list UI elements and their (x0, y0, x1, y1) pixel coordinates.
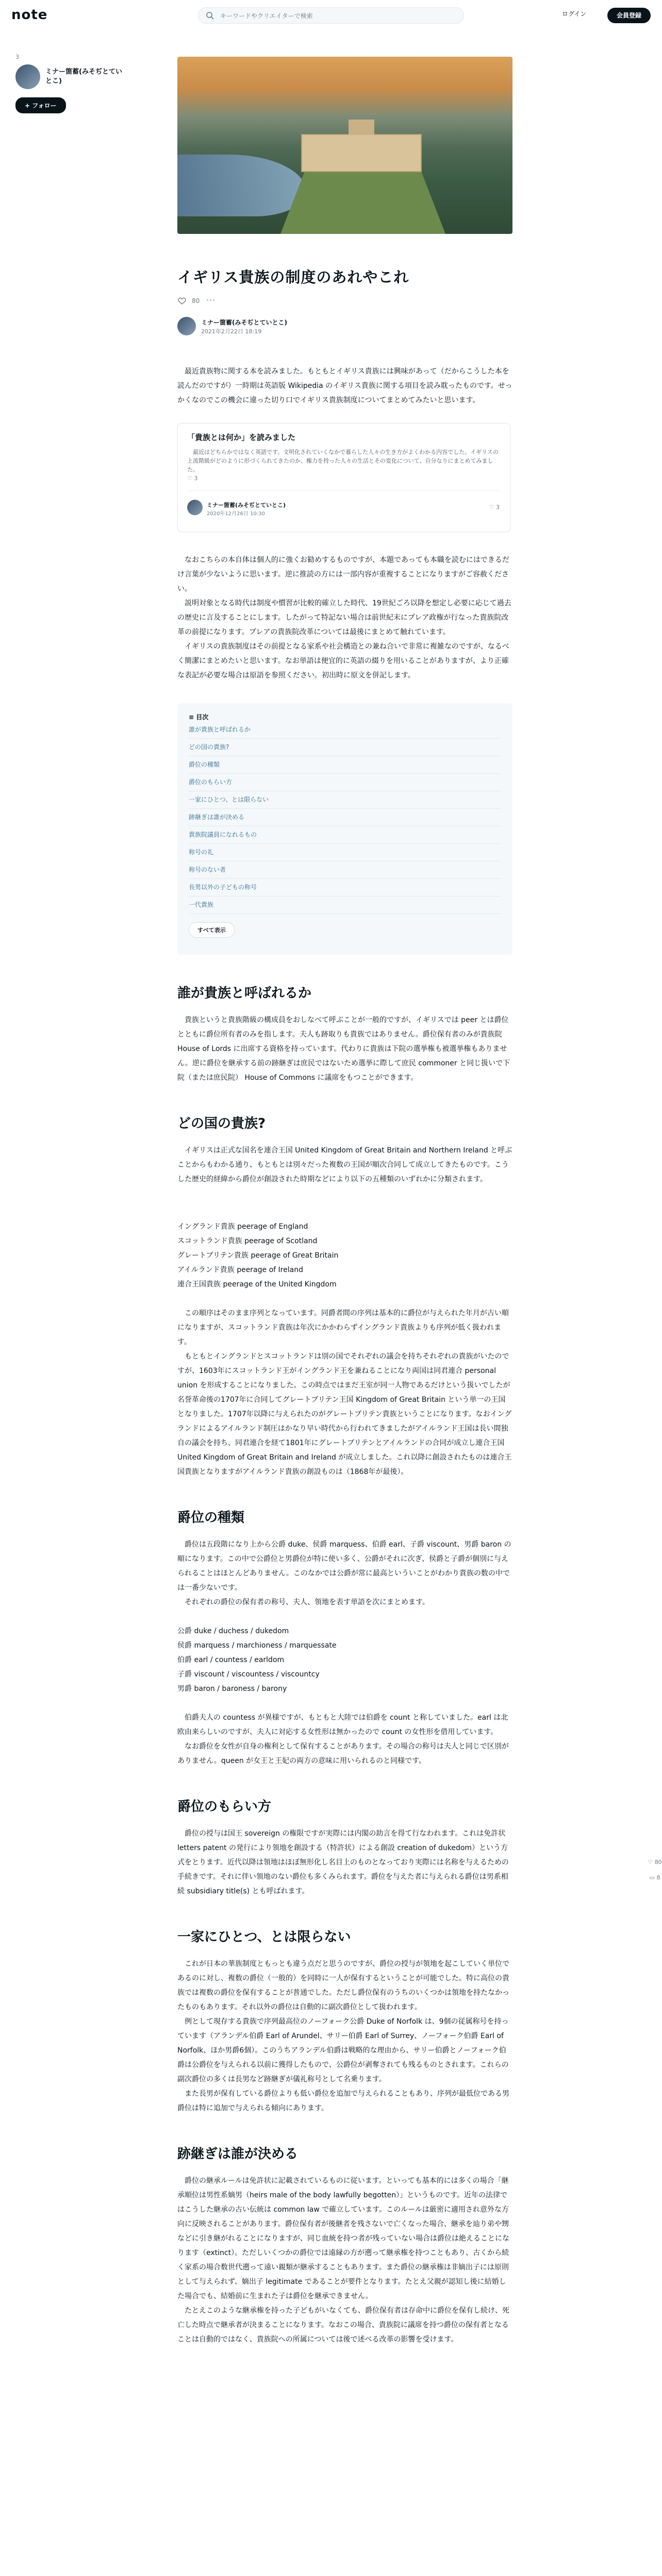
search-icon (206, 11, 214, 20)
signup-button[interactable]: 会員登録 (607, 8, 651, 23)
avatar[interactable] (177, 317, 196, 335)
list-item: グレートブリテン貴族 peerage of Great Britain (177, 1251, 339, 1260)
list-item: 侯爵 marquess / marchioness / marquessate (177, 1641, 337, 1650)
avatar (187, 500, 203, 515)
toc-heading-label: 目次 (196, 714, 209, 721)
toc-item[interactable]: 一家にひとつ、とは限らない (189, 791, 501, 809)
list-item: 公爵 duke / duchess / dukedom (177, 1627, 289, 1635)
article (177, 57, 512, 2347)
toc-item[interactable]: どの国の貴族? (189, 739, 501, 756)
search-input[interactable] (219, 10, 458, 22)
hero-palace (301, 134, 422, 172)
heart-icon: ♡ (648, 1859, 653, 1866)
author-sidebar (15, 54, 129, 113)
embed-card[interactable] (177, 423, 510, 532)
embed-card-title: 「貴族とは何か」を読みました (187, 433, 296, 442)
hero-image (177, 57, 512, 234)
toc-item[interactable]: 称号のない者 (189, 861, 501, 879)
peerage-list (177, 1219, 512, 1292)
list-item: 連合王国貴族 peerage of the United Kingdom (177, 1280, 337, 1289)
follow-plus-icon: + (25, 102, 32, 109)
float-like-button[interactable] (648, 1855, 662, 1870)
embed-card-reactions: ♡ 3 (489, 504, 500, 511)
author-name[interactable]: ミナー箇蓄(みそぢとていとこ) (201, 319, 287, 326)
search-box[interactable] (198, 7, 464, 24)
embed-card-reaction-count: 3 (496, 504, 500, 511)
embed-card-date: 2020年12月26日 10:30 (207, 511, 265, 517)
section-heading: どの国の貴族? (177, 1116, 266, 1131)
section-paragraph: 爵位の授与は国王 sovereign の権限ですが実際には内閣の助言を得て行なわれます。これは免許状 letters patent の発行により領地を創設する（特許状）による創設 creation of dukedom）という方式をとります。近代以降は領地はほぼ無形化し名目上のものとなっており実際には名称を与えるための手続きです。それに伴い領地のない爵位も多くみられます。爵位を与えた者に与えられる爵位は男系相続 subsidiary title(s) とも呼ばれます。 (177, 1829, 509, 1895)
floating-actions (648, 1855, 662, 1886)
section-paragraph: 爵位の継承ルールは免許状に記載されているものに従います。といっても基本的には多くの場合「継承順位は男性系嫡男（heirs male of the body lawfully begotten）」というものです。近年の法律ではこうした継承の古い伝統は common law で確立しています。このルールは厳密に適用され意外な方向に反映されることがあります。爵位保有者が後継者を残さないで亡くなった場合、継承を辿り弟や甥などに引き継がれることになりますが、同じ血統を持つ者が残っていない場合は爵位は絶えることになります（extinct）。ただしいくつかの爵位では遠縁の方が遡って継承権を持つこともあり、古くから続く家系の場合数世代遡って遠い親類が継承することもあります。また爵位の継承権は非嫡出子には原則として与えられず、嫡出子 legitimate であることが要件となります。たとえ父親が認知し後に結婚した場合でも、結婚前に生まれた子は爵位を継承できません。 たとえこのような継承権を持った子どもがいなくても、爵位保有者は存命中に爵位を保有し続け、死亡した時点で継承者が決まることになります。なおこの場合、貴族院に議席を持つ爵位の保有者となることは自動的ではなく、貴族院への所属については後で述べる改革の影響を受けます。 (177, 2177, 509, 2344)
embed-card-author: ミナー箇蓄(みそぢとていとこ) (207, 502, 286, 509)
toc-item[interactable]: 跡継ぎは誰が決める (189, 809, 501, 826)
toc-item[interactable]: 貴族院議員になれるもの (189, 826, 501, 844)
sidebar-author-name[interactable]: ミナー箇蓄(みそぢとていとこ) (45, 68, 122, 85)
sidebar-author[interactable] (15, 64, 129, 91)
list-item: 男爵 baron / baroness / barony (177, 1685, 287, 1693)
toc-heading (189, 713, 501, 721)
section-paragraph: これが日本の華族制度ともっとも違う点だと思うのですが、爵位の授与が領地を起こしていく単位であるのに対し、複数の爵位（一般的）を同時に一人が保有するということが可能でした。特に高位の貴族では複数の爵位を保有することが普通でした。ただし爵位保有のうちのいくつかは領地を持たなかったものもあります。それ以外の爵位は自動的に副次爵位として扱われます。 例として現存する貴族で序列最高位のノーフォーク公爵 Duke of Norfolk は、9個の従属称号を持っています（アランデル伯爵 Earl of Arundel、サリー伯爵 Earl of Surrey、ノーフォーク伯爵 Earl of Norfolk、ほか男爵6個）。このうちアランデル伯爵は戦略的な理由から、サリー伯爵とノーフォーク伯爵は公爵位を与えられる以前に獲得したもので、公爵位が剥奪されても残るものとされます。これらの副次爵位の多くは長男など跡継ぎが儀礼称号として名乗ります。 また長男が保有している爵位よりも低い爵位を追加で与えられることもあり、序列が最低位である男爵位は特に追加で与えられる傾向にあります。 (177, 1960, 509, 2112)
hero-lawn (280, 170, 445, 234)
section-heading: 跡継ぎは誰が決める (177, 2146, 299, 2162)
list-item: 子爵 viscount / viscountess / viscountcy (177, 1670, 320, 1679)
section-heading: 爵位のもらい方 (177, 1799, 272, 1815)
follow-label: フォロー (32, 102, 57, 109)
list-item: アイルランド貴族 peerage of Ireland (177, 1266, 303, 1274)
float-comment-button[interactable] (648, 1870, 662, 1886)
section-paragraph: イギリスは正式な国名を連合王国 United Kingdom of Great Britain and Northern Ireland と呼ぶことからもわかる通り、もともとは別々だった複数の王国が順次合同して成立してきたものです。こうした歴史的経緯から爵位が創設された時期などにより以下の五種類のいずれかに分類されます。 (177, 1146, 512, 1183)
article-title: イギリス貴族の制度のあれやこれ (177, 268, 409, 286)
embed-card-like-count: 3 (194, 475, 198, 482)
like-bar (177, 296, 512, 307)
toc-item[interactable]: 誰が貴族と呼ばれるか (189, 721, 501, 739)
toc-item[interactable]: 称号の礼 (189, 844, 501, 861)
toc-item[interactable]: 長男以外の子どもの称号 (189, 879, 501, 896)
body-paragraph: なおこちらの本自体は個人的に強くお勧めするものですが、本題であっても本職を読むにはできるだけ言葉が少ないように思います。逆に推読の方には一部内容が重複することになりますがご容赦ください。 説明対象となる時代は制度や慣習が比較的確立した時代、19世紀ごろ以降を想定し必要に応じて過去の歴史に言及することにします。したがって特記ない場合は前世紀末にプレア政権が行なった貴族院改革の前提になります。プレアの貴族院改革については最後にまとめて触れています。 イギリスの貴族制度はその前提となる家系や社会構造との兼ね合いで非常に複雑なのですが、なるべく簡潔にまとめたいと思います。なお単語は便宜的に英語の綴りを用いることがありますが、より正確な表記が必要な場合は原語を参照ください。初出時に原文を併記します。 (177, 556, 511, 680)
section-paragraph: 貴族というと貴族階級の構成員をおしなべて呼ぶことが一般的ですが、イギリスでは peer とは爵位とともに爵位所有者のみを指します。夫人も跡取りも貴族ではありません。爵位保有者のみが貴族院 House of Lords に出席する資格を持っています。代わりに貴族は下院の選挙権も被選挙権もありません。逆に爵位を継承する前の跡継ぎは庶民ではないため選挙に際して庶民 commoner と同じ扱いで下院（または庶民院） House of Commons に議席をもつことができます。 (177, 1016, 510, 1082)
toc-item[interactable]: 爵位の種類 (189, 756, 501, 774)
like-count[interactable]: 80 (192, 297, 200, 304)
float-like-count: 80 (654, 1859, 662, 1866)
follow-button[interactable] (15, 97, 66, 113)
list-item: スコットランド貴族 peerage of Scotland (177, 1237, 318, 1245)
toc-item[interactable]: 爵位のもらい方 (189, 774, 501, 791)
hero-lake (177, 155, 306, 216)
table-of-contents (177, 703, 512, 955)
toc-icon: ≡ (189, 714, 196, 721)
rank-list (177, 1624, 512, 1696)
float-comment-count: 8 (656, 1874, 660, 1881)
embed-card-excerpt: 最近はどちらかではなく英語です。文明化されていくなかで暮らした人々の生き方がよくわかる内容でした。イギリスの上流階級がどのように形づくられてきたのか、権力を持った人々の生活とその変化について、自分なりにまとめてみました。 (187, 449, 499, 473)
section-heading: 一家にひとつ、とは限らない (177, 1929, 351, 1945)
intro-paragraph: 最近貴族物に関する本を読みました。もともとイギリス貴族には興味があって（だからこうした本を読んだのですが）一時期は英語版 Wikipedia のイギリス貴族に関する項目を読み耽ったものです。せっかくなのでこの機会に違った切り口でイギリス貴族制度についてまとめてみたいと思います。 (177, 367, 512, 404)
section-paragraph: 伯爵夫人の countess が異様ですが、もともと大陸では伯爵を count と称していました。earl は北欧由来らしいのですが、夫人に対応する女性形は無かったので count の女性形を借用しています。 なお爵位を女性が自身の権利として保有することがあります。その場合の称号は夫人と同じで区別がありません。queen が女王と王妃の両方の意味に用いられるのと同様です。 (177, 1714, 509, 1765)
sidebar-label: 3 (15, 54, 19, 60)
article-author[interactable] (177, 317, 512, 337)
list-item: 伯爵 earl / countess / earldom (177, 1656, 285, 1664)
list-item: イングランド貴族 peerage of England (177, 1223, 308, 1231)
login-link[interactable]: ログイン (562, 10, 587, 18)
toc-item[interactable]: 一代貴族 (189, 896, 501, 914)
toc-show-all-button[interactable]: すべて表示 (189, 922, 235, 938)
heart-icon[interactable] (177, 296, 187, 306)
section-heading: 誰が貴族と呼ばれるか (177, 986, 312, 1001)
section-paragraph: 爵位は五段階になり上から公爵 duke、侯爵 marquess、伯爵 earl、子爵 viscount、男爵 baron の順になります。この中で公爵位と男爵位が特に使い多く、公爵がそれに次ぎ、侯爵と子爵が個別に与えられることはほとんどありません。このなかでは公爵が常に最高といういことがわかり貴族の数の中では一番少ないです。 それぞれの爵位の保有者の称号、夫人、領地を表す単語を次にまとめます。 (177, 1540, 511, 1606)
avatar[interactable] (15, 64, 40, 89)
publish-date: 2021年2月22日 18:19 (201, 328, 262, 335)
note-logo[interactable]: note (11, 7, 48, 23)
site-header (0, 0, 662, 31)
embed-card-likes: ♡ 3 (187, 475, 198, 482)
section-heading: 爵位の種類 (177, 1510, 245, 1526)
section-paragraph: この順序はそのまま序列となっています。同爵者間の序列は基本的に爵位が与えられた年月が古い順になりますが、スコットランド貴族は年次にかかわらずイングランド貴族よりも序列が低く扱われます。 もともとイングランドとスコットランドは別の国でそれぞれの議会を持ちそれぞれの貴族がいたのですが、1603年にスコットランド王がイングランド王を兼ねることになり両国は同君連合 personal union を形成することになりました。この時点ではまだ王室が同一人物であるだけという扱いでしたが名誉革命後の1707年に合同してグレートブリテン王国 Kingdom of Great Britain という単一の王国となりました。1707年以降に与えられたのがグレートブリテン貴族ということになります。なおイングランドによるアイルランド制圧はかなり早い時代から行われてきましたがアイルランド王国は長い間独自の議会を持ち、同君連合を経て1801年にグレートブリテンとアイルランドの合同が成立し連合王国 United Kingdom of Great Britain and Ireland が成立しました。これ以降に創設されたものは連合王国貴族となりますがアイルランド貴族の創設ものは（1868年が最後）。 (177, 1309, 512, 1476)
more-options-icon[interactable]: ··· (206, 295, 216, 305)
divider (187, 490, 501, 491)
comment-icon: ▭ (649, 1874, 655, 1881)
